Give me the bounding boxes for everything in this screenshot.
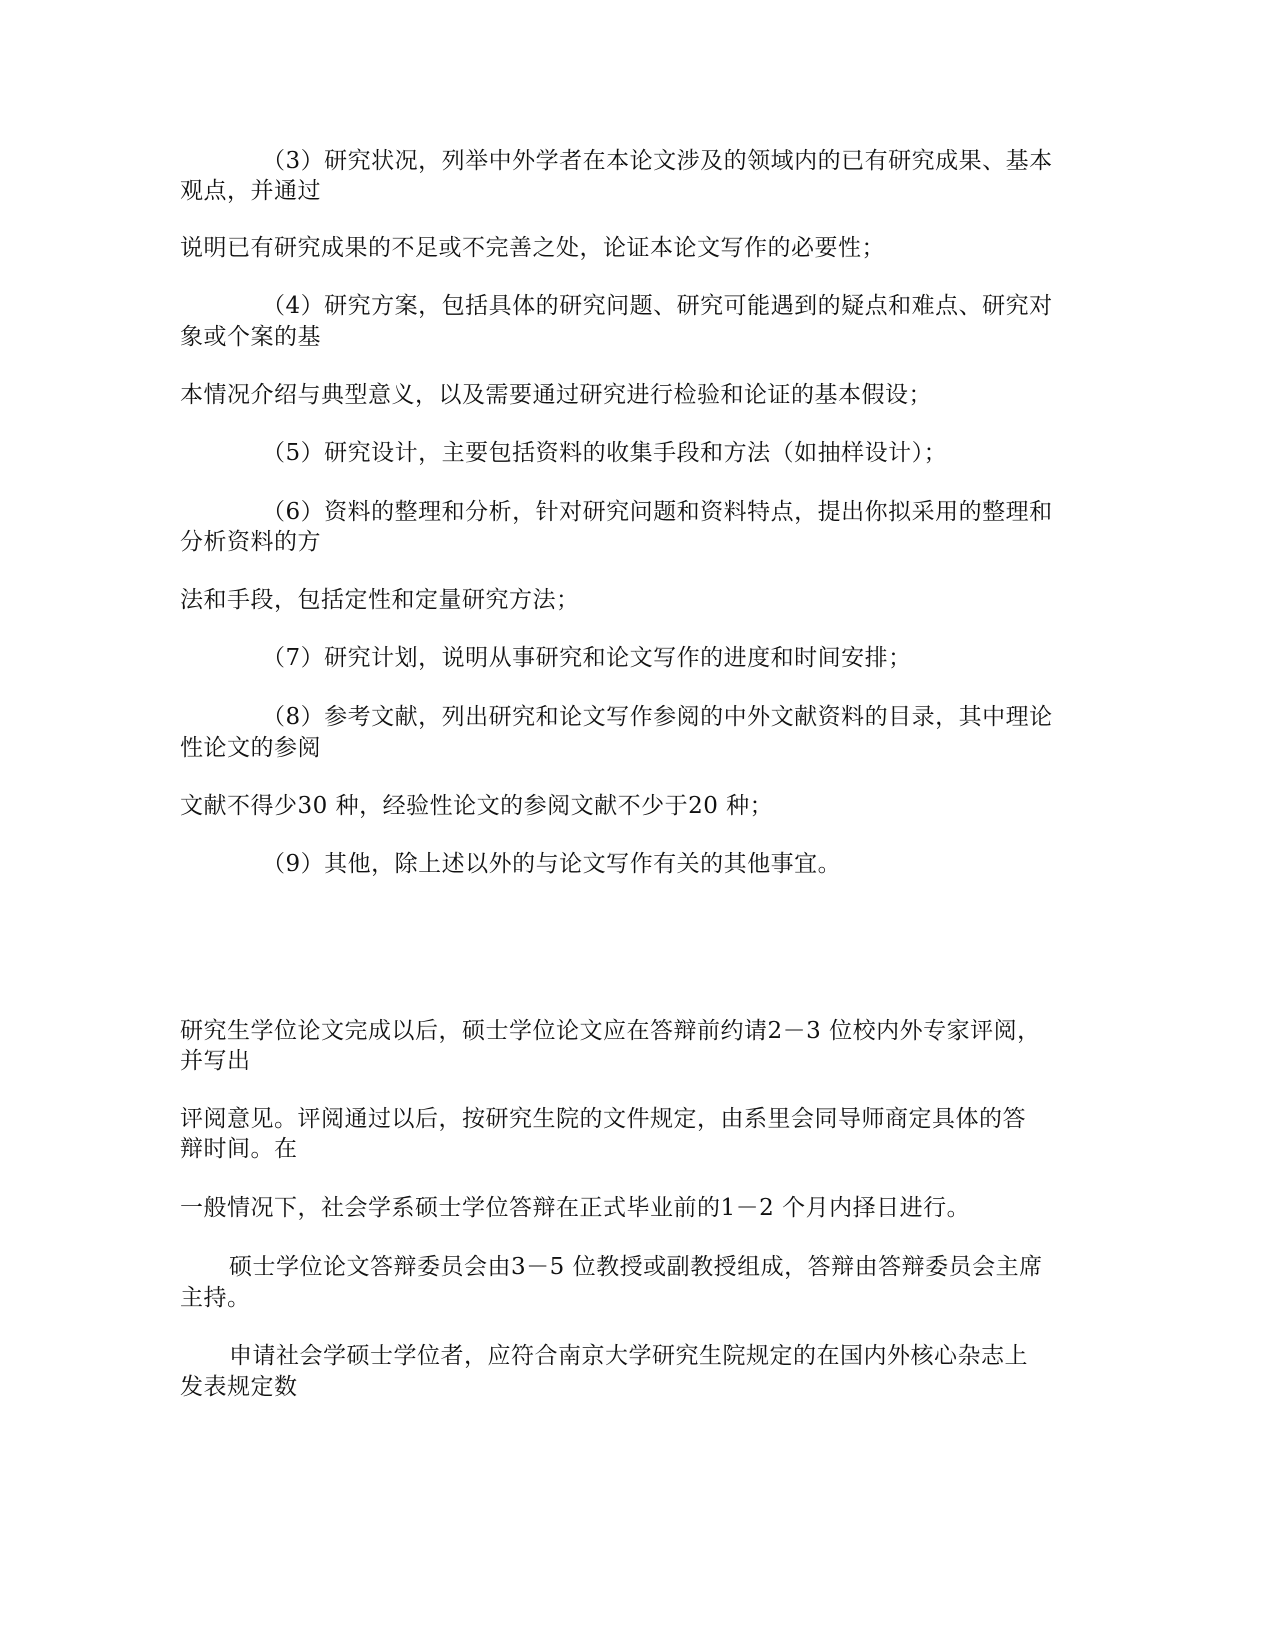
item-6-line-2: 分析资料的方 (180, 529, 321, 555)
item-7-line-1: （7）研究计划，说明从事研究和论文写作的进度和时间安排； (262, 645, 912, 671)
item-3-line-2: 观点，并通过 (180, 178, 321, 204)
item-8-line-2: 性论文的参阅 (180, 735, 321, 761)
committee-para-line-1: 硕士学位论文答辩委员会由3－5 位教授或副教授组成，答辩由答辩委员会主席 (229, 1254, 1043, 1280)
item-4-line-3: 本情况介绍与典型意义，以及需要通过研究进行检验和论证的基本假设； (180, 382, 932, 408)
item-9-line-1: （9）其他，除上述以外的与论文写作有关的其他事宜。 (262, 851, 842, 877)
publication-para-line-1: 申请社会学硕士学位者，应符合南京大学研究生院规定的在国内外核心杂志上 (229, 1343, 1028, 1369)
review-para-line-5: 一般情况下，社会学系硕士学位答辩在正式毕业前的1－2 个月内择日进行。 (180, 1195, 971, 1221)
item-4-line-1: （4）研究方案，包括具体的研究问题、研究可能遇到的疑点和难点、研究对 (262, 293, 1053, 319)
review-para-line-4: 辩时间。在 (180, 1136, 298, 1162)
review-para-line-3: 评阅意见。评阅通过以后，按研究生院的文件规定，由系里会同导师商定具体的答 (180, 1106, 1026, 1132)
item-8-line-1: （8）参考文献，列出研究和论文写作参阅的中外文献资料的目录，其中理论 (262, 704, 1053, 730)
item-4-line-2: 象或个案的基 (180, 324, 321, 350)
item-8-line-3: 文献不得少30 种，经验性论文的参阅文献不少于20 种； (180, 793, 774, 819)
review-para-line-1: 研究生学位论文完成以后，硕士学位论文应在答辩前约请2－3 位校内外专家评阅， (180, 1018, 1041, 1044)
publication-para-line-2: 发表规定数 (180, 1374, 298, 1400)
item-3-line-3: 说明已有研究成果的不足或不完善之处，论证本论文写作的必要性； (180, 235, 885, 261)
item-5-line-1: （5）研究设计，主要包括资料的收集手段和方法（如抽样设计）； (262, 440, 948, 466)
review-para-line-2: 并写出 (180, 1048, 251, 1074)
committee-para-line-2: 主持。 (180, 1285, 251, 1311)
item-6-line-3: 法和手段，包括定性和定量研究方法； (180, 587, 580, 613)
item-6-line-1: （6）资料的整理和分析，针对研究问题和资料特点，提出你拟采用的整理和 (262, 499, 1053, 525)
item-3-line-1: （3）研究状况，列举中外学者在本论文涉及的领域内的已有研究成果、基本 (262, 148, 1053, 174)
